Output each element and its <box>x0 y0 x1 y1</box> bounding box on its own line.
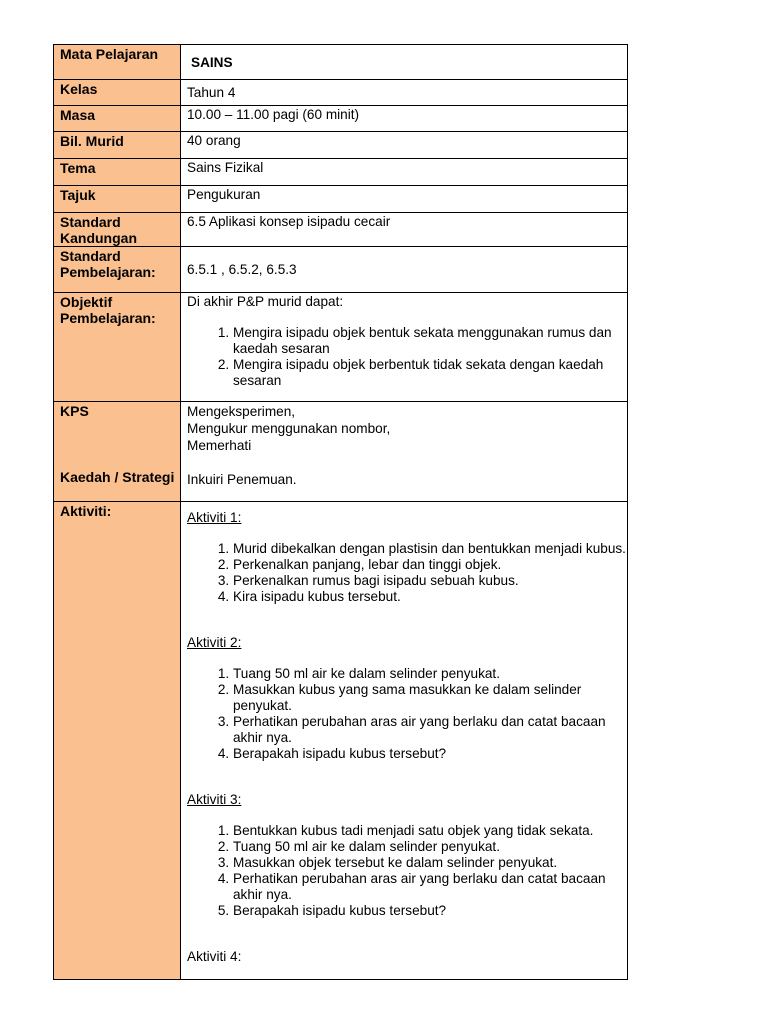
aktiviti-item: 4. Kira isipadu kubus tersebut. <box>233 589 627 605</box>
aktiviti-item: 2. Perkenalkan panjang, lebar dan tinggi objek. <box>233 557 627 573</box>
label-kps: KPS <box>60 403 89 419</box>
aktiviti-2-list <box>187 666 627 762</box>
value-kps-kaedah <box>181 402 628 502</box>
value-tema: Sains Fizikal <box>181 159 628 186</box>
aktiviti-3-title: Aktiviti 3: <box>187 792 242 807</box>
row-standard-kandungan <box>54 213 628 247</box>
aktiviti-3-list <box>187 823 627 919</box>
aktiviti-item: 4. Berapakah isipadu kubus tersebut? <box>233 746 627 762</box>
row-aktiviti <box>54 502 628 980</box>
label-tajuk: Tajuk <box>54 186 181 213</box>
row-masa <box>54 106 628 132</box>
row-objektif <box>54 293 628 402</box>
label-kaedah: Kaedah / Strategi <box>60 469 175 485</box>
label-standard-pembelajaran: Standard Pembelajaran: <box>54 247 181 293</box>
row-bil-murid <box>54 132 628 159</box>
value-aktiviti <box>181 502 628 980</box>
aktiviti-item: 2. Masukkan kubus yang sama masukkan ke dalam selinder penyukat. <box>233 682 627 714</box>
objektif-list <box>187 325 627 389</box>
aktiviti-4-title: Aktiviti 4: <box>187 949 242 964</box>
row-kps-kaedah <box>54 402 628 502</box>
aktiviti-item: 1. Bentukkan kubus tadi menjadi satu objek yang tidak sekata. <box>233 823 627 839</box>
label-aktiviti: Aktiviti: <box>54 502 181 980</box>
row-standard-pembelajaran <box>54 247 628 293</box>
aktiviti-2-title: Aktiviti 2: <box>187 635 242 650</box>
value-masa: 10.00 – 11.00 pagi (60 minit) <box>181 106 628 132</box>
label-standard-kandungan: Standard Kandungan <box>54 213 181 247</box>
label-bil-murid: Bil. Murid <box>54 132 181 159</box>
aktiviti-1-title: Aktiviti 1: <box>187 510 242 525</box>
value-standard-pembelajaran: 6.5.1 , 6.5.2, 6.5.3 <box>181 247 628 293</box>
aktiviti-1-list <box>187 541 627 605</box>
aktiviti-item: 3. Perhatikan perubahan aras air yang berlaku dan catat bacaan akhir nya. <box>233 714 627 746</box>
aktiviti-item: 5. Berapakah isipadu kubus tersebut? <box>233 903 627 919</box>
label-kelas: Kelas <box>54 80 181 106</box>
objektif-item: 1. Mengira isipadu objek bentuk sekata menggunakan rumus dan kaedah sesaran <box>233 325 627 357</box>
label-kps-kaedah <box>54 402 181 502</box>
label-objektif: Objektif Pembelajaran: <box>54 293 181 402</box>
aktiviti-item: 1. Murid dibekalkan dengan plastisin dan bentukkan menjadi kubus. <box>233 541 627 557</box>
value-kelas: Tahun 4 <box>181 80 628 106</box>
value-mata-pelajaran: SAINS <box>181 45 628 80</box>
objektif-item: 2. Mengira isipadu objek berbentuk tidak sekata dengan kaedah sesaran <box>233 357 627 389</box>
lesson-plan-table <box>53 44 628 980</box>
label-masa: Masa <box>54 106 181 132</box>
label-tema: Tema <box>54 159 181 186</box>
aktiviti-item: 3. Masukkan objek tersebut ke dalam selinder penyukat. <box>233 855 627 871</box>
aktiviti-item: 1. Tuang 50 ml air ke dalam selinder penyukat. <box>233 666 627 682</box>
aktiviti-item: 2. Tuang 50 ml air ke dalam selinder penyukat. <box>233 839 627 855</box>
kps-line: Memerhati <box>187 438 252 453</box>
aktiviti-item: 4. Perhatikan perubahan aras air yang berlaku dan catat bacaan akhir nya. <box>233 871 627 903</box>
row-mata-pelajaran <box>54 45 628 80</box>
row-tajuk <box>54 186 628 213</box>
objektif-intro: Di akhir P&P murid dapat: <box>187 294 344 309</box>
label-mata-pelajaran: Mata Pelajaran <box>54 45 181 80</box>
aktiviti-item: 3. Perkenalkan rumus bagi isipadu sebuah kubus. <box>233 573 627 589</box>
row-kelas <box>54 80 628 106</box>
kps-line: Mengukur menggunakan nombor, <box>187 421 391 436</box>
kps-line: Mengeksperimen, <box>187 404 296 419</box>
value-tajuk: Pengukuran <box>181 186 628 213</box>
value-kaedah: Inkuiri Penemuan. <box>187 472 297 487</box>
row-tema <box>54 159 628 186</box>
value-bil-murid: 40 orang <box>181 132 628 159</box>
value-standard-kandungan: 6.5 Aplikasi konsep isipadu cecair <box>181 213 628 247</box>
value-objektif <box>181 293 628 402</box>
